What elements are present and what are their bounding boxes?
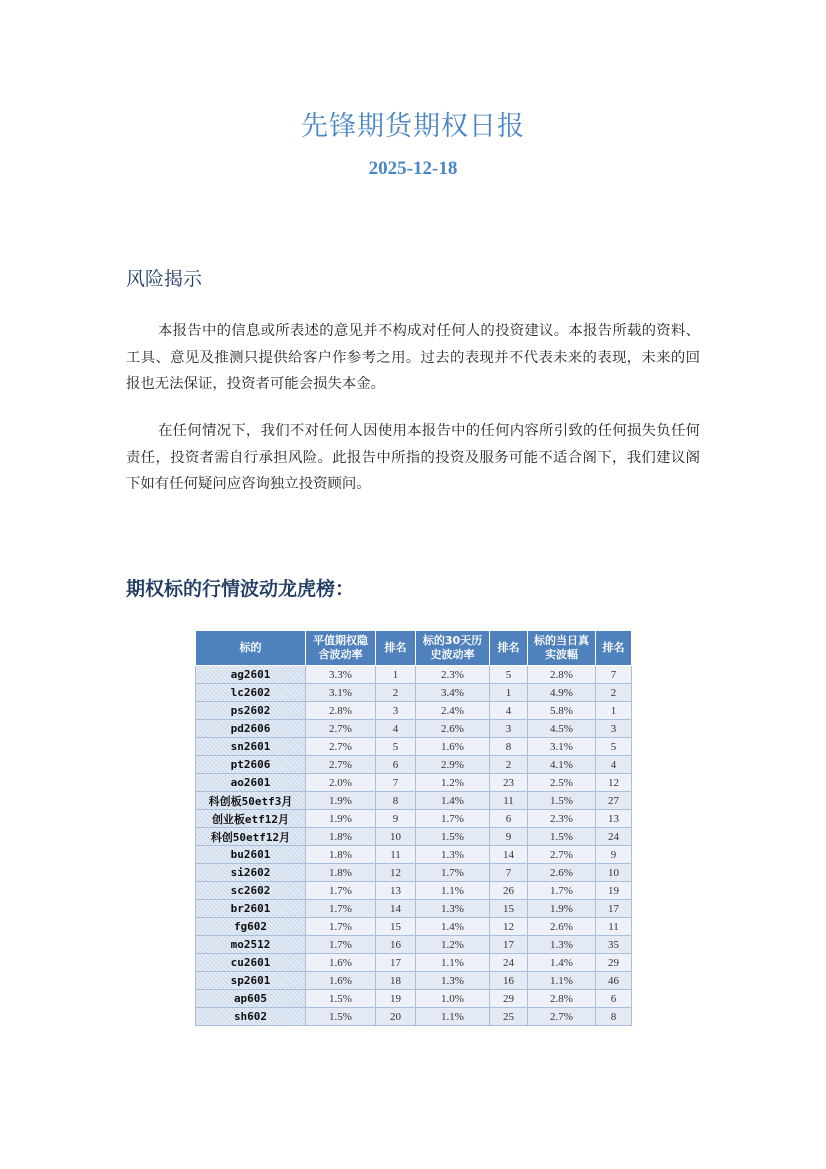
atm-iv-cell: 3.3% (306, 666, 376, 684)
table-row (196, 684, 632, 702)
table-row (196, 738, 632, 756)
col-header-rank-tr: 排名 (596, 631, 632, 666)
rank-tr-cell: 11 (596, 918, 632, 936)
rank-iv-cell: 11 (376, 846, 416, 864)
underlying-cell: 创业板etf12月 (196, 810, 306, 828)
table-row (196, 792, 632, 810)
true-range-cell: 1.5% (528, 792, 596, 810)
atm-iv-cell: 1.9% (306, 792, 376, 810)
underlying-cell: pt2606 (196, 756, 306, 774)
atm-iv-cell: 1.7% (306, 918, 376, 936)
true-range-cell: 4.9% (528, 684, 596, 702)
atm-iv-cell: 1.7% (306, 882, 376, 900)
underlying-cell: pd2606 (196, 720, 306, 738)
hv30-cell: 2.4% (416, 702, 490, 720)
risk-heading: 风险揭示 (126, 268, 203, 290)
true-range-cell: 1.5% (528, 828, 596, 846)
underlying-cell: sh602 (196, 1008, 306, 1026)
atm-iv-cell: 2.7% (306, 756, 376, 774)
rank-tr-cell: 5 (596, 738, 632, 756)
atm-iv-cell: 2.8% (306, 702, 376, 720)
underlying-cell: mo2512 (196, 936, 306, 954)
rank-hv-cell: 23 (490, 774, 528, 792)
true-range-cell: 1.7% (528, 882, 596, 900)
table-header-row (196, 631, 632, 666)
underlying-cell: br2601 (196, 900, 306, 918)
true-range-cell: 2.7% (528, 846, 596, 864)
rank-iv-cell: 15 (376, 918, 416, 936)
hv30-cell: 1.7% (416, 864, 490, 882)
table-row (196, 954, 632, 972)
rank-tr-cell: 27 (596, 792, 632, 810)
true-range-cell: 2.7% (528, 1008, 596, 1026)
hv30-cell: 1.4% (416, 792, 490, 810)
true-range-cell: 2.5% (528, 774, 596, 792)
rank-iv-cell: 17 (376, 954, 416, 972)
rank-tr-cell: 4 (596, 756, 632, 774)
hv30-cell: 1.1% (416, 882, 490, 900)
true-range-cell: 4.5% (528, 720, 596, 738)
report-date: 2025-12-18 (368, 158, 458, 179)
underlying-cell: 科创板50etf3月 (196, 792, 306, 810)
rank-tr-cell: 10 (596, 864, 632, 882)
atm-iv-cell: 2.0% (306, 774, 376, 792)
table-row (196, 828, 632, 846)
rank-hv-cell: 5 (490, 666, 528, 684)
rank-tr-cell: 13 (596, 810, 632, 828)
table-row (196, 666, 632, 684)
col-header-rank-iv: 排名 (376, 631, 416, 666)
rank-hv-cell: 7 (490, 864, 528, 882)
underlying-cell: sc2602 (196, 882, 306, 900)
true-range-cell: 1.1% (528, 972, 596, 990)
true-range-cell: 5.8% (528, 702, 596, 720)
rank-iv-cell: 9 (376, 810, 416, 828)
risk-paragraph-2: 在任何情况下，我们不对任何人因使用本报告中的任何内容所引致的任何损失负任何责任，投资者需自行承担风险。此报告中所指的投资及服务可能不适合阁下，我们建议阁下如有任何疑问应咨询独立投资顾问。 (126, 423, 700, 493)
rank-iv-cell: 6 (376, 756, 416, 774)
hv30-cell: 1.2% (416, 936, 490, 954)
underlying-cell: ap605 (196, 990, 306, 1008)
rank-tr-cell: 3 (596, 720, 632, 738)
rank-hv-cell: 9 (490, 828, 528, 846)
table-row (196, 864, 632, 882)
rank-hv-cell: 29 (490, 990, 528, 1008)
table-row (196, 918, 632, 936)
ranking-heading: 期权标的行情波动龙虎榜： (126, 578, 355, 600)
table-row (196, 882, 632, 900)
rank-tr-cell: 2 (596, 684, 632, 702)
underlying-cell: cu2601 (196, 954, 306, 972)
atm-iv-cell: 3.1% (306, 684, 376, 702)
rank-hv-cell: 16 (490, 972, 528, 990)
table-row (196, 1008, 632, 1026)
table-row (196, 810, 632, 828)
rank-tr-cell: 46 (596, 972, 632, 990)
atm-iv-cell: 2.7% (306, 720, 376, 738)
rank-iv-cell: 1 (376, 666, 416, 684)
rank-hv-cell: 24 (490, 954, 528, 972)
rank-iv-cell: 8 (376, 792, 416, 810)
true-range-cell: 2.3% (528, 810, 596, 828)
col-header-rank-hv: 排名 (490, 631, 528, 666)
rank-tr-cell: 19 (596, 882, 632, 900)
rank-iv-cell: 18 (376, 972, 416, 990)
underlying-cell: 科创50etf12月 (196, 828, 306, 846)
true-range-cell: 1.3% (528, 936, 596, 954)
rank-iv-cell: 3 (376, 702, 416, 720)
atm-iv-cell: 1.8% (306, 846, 376, 864)
rank-tr-cell: 35 (596, 936, 632, 954)
volatility-ranking-table (195, 630, 632, 1026)
true-range-cell: 3.1% (528, 738, 596, 756)
col-header-underlying: 标的 (196, 631, 306, 666)
table-row (196, 972, 632, 990)
hv30-cell: 1.5% (416, 828, 490, 846)
hv30-cell: 2.6% (416, 720, 490, 738)
rank-tr-cell: 17 (596, 900, 632, 918)
rank-hv-cell: 25 (490, 1008, 528, 1026)
col-header-true-range: 标的当日真实波幅 (528, 631, 596, 666)
rank-tr-cell: 12 (596, 774, 632, 792)
rank-iv-cell: 7 (376, 774, 416, 792)
rank-tr-cell: 1 (596, 702, 632, 720)
rank-iv-cell: 16 (376, 936, 416, 954)
hv30-cell: 1.6% (416, 738, 490, 756)
rank-hv-cell: 6 (490, 810, 528, 828)
table-row (196, 846, 632, 864)
hv30-cell: 1.1% (416, 954, 490, 972)
true-range-cell: 2.8% (528, 666, 596, 684)
atm-iv-cell: 1.8% (306, 864, 376, 882)
atm-iv-cell: 1.8% (306, 828, 376, 846)
table-row (196, 900, 632, 918)
rank-iv-cell: 14 (376, 900, 416, 918)
rank-hv-cell: 26 (490, 882, 528, 900)
table-row (196, 936, 632, 954)
true-range-cell: 2.6% (528, 918, 596, 936)
hv30-cell: 1.2% (416, 774, 490, 792)
rank-hv-cell: 14 (490, 846, 528, 864)
hv30-cell: 1.0% (416, 990, 490, 1008)
underlying-cell: sp2601 (196, 972, 306, 990)
atm-iv-cell: 1.6% (306, 972, 376, 990)
true-range-cell: 2.6% (528, 864, 596, 882)
rank-iv-cell: 2 (376, 684, 416, 702)
rank-tr-cell: 29 (596, 954, 632, 972)
rank-hv-cell: 1 (490, 684, 528, 702)
atm-iv-cell: 1.7% (306, 900, 376, 918)
underlying-cell: si2602 (196, 864, 306, 882)
rank-hv-cell: 3 (490, 720, 528, 738)
atm-iv-cell: 1.6% (306, 954, 376, 972)
underlying-cell: ps2602 (196, 702, 306, 720)
table-row (196, 702, 632, 720)
underlying-cell: lc2602 (196, 684, 306, 702)
col-header-hv30: 标的30天历史波动率 (416, 631, 490, 666)
table-row (196, 720, 632, 738)
rank-iv-cell: 5 (376, 738, 416, 756)
table-row (196, 774, 632, 792)
hv30-cell: 1.3% (416, 846, 490, 864)
table-row (196, 990, 632, 1008)
rank-hv-cell: 4 (490, 702, 528, 720)
rank-hv-cell: 2 (490, 756, 528, 774)
hv30-cell: 1.1% (416, 1008, 490, 1026)
rank-iv-cell: 10 (376, 828, 416, 846)
rank-iv-cell: 20 (376, 1008, 416, 1026)
rank-hv-cell: 12 (490, 918, 528, 936)
rank-tr-cell: 8 (596, 1008, 632, 1026)
rank-hv-cell: 8 (490, 738, 528, 756)
hv30-cell: 1.7% (416, 810, 490, 828)
rank-iv-cell: 13 (376, 882, 416, 900)
underlying-cell: ag2601 (196, 666, 306, 684)
true-range-cell: 1.9% (528, 900, 596, 918)
hv30-cell: 1.4% (416, 918, 490, 936)
hv30-cell: 2.9% (416, 756, 490, 774)
rank-iv-cell: 4 (376, 720, 416, 738)
rank-tr-cell: 9 (596, 846, 632, 864)
true-range-cell: 1.4% (528, 954, 596, 972)
atm-iv-cell: 1.5% (306, 1008, 376, 1026)
atm-iv-cell: 1.7% (306, 936, 376, 954)
hv30-cell: 1.3% (416, 972, 490, 990)
atm-iv-cell: 2.7% (306, 738, 376, 756)
rank-iv-cell: 12 (376, 864, 416, 882)
hv30-cell: 1.3% (416, 900, 490, 918)
underlying-cell: ao2601 (196, 774, 306, 792)
col-header-atm-iv: 平值期权隐含波动率 (306, 631, 376, 666)
rank-tr-cell: 24 (596, 828, 632, 846)
underlying-cell: fg602 (196, 918, 306, 936)
rank-hv-cell: 15 (490, 900, 528, 918)
atm-iv-cell: 1.5% (306, 990, 376, 1008)
hv30-cell: 3.4% (416, 684, 490, 702)
table-row (196, 756, 632, 774)
rank-hv-cell: 11 (490, 792, 528, 810)
rank-iv-cell: 19 (376, 990, 416, 1008)
true-range-cell: 4.1% (528, 756, 596, 774)
underlying-cell: bu2601 (196, 846, 306, 864)
table-body (196, 666, 632, 1026)
risk-paragraph-1: 本报告中的信息或所表述的意见并不构成对任何人的投资建议。本报告所载的资料、工具、意见及推测只提供给客户作参考之用。过去的表现并不代表未来的表现，未来的回报也无法保证，投资者可能会损失本金。 (126, 323, 700, 393)
rank-tr-cell: 7 (596, 666, 632, 684)
underlying-cell: sn2601 (196, 738, 306, 756)
hv30-cell: 2.3% (416, 666, 490, 684)
rank-tr-cell: 6 (596, 990, 632, 1008)
atm-iv-cell: 1.9% (306, 810, 376, 828)
rank-hv-cell: 17 (490, 936, 528, 954)
true-range-cell: 2.8% (528, 990, 596, 1008)
report-title: 先锋期货期权日报 (301, 111, 525, 142)
